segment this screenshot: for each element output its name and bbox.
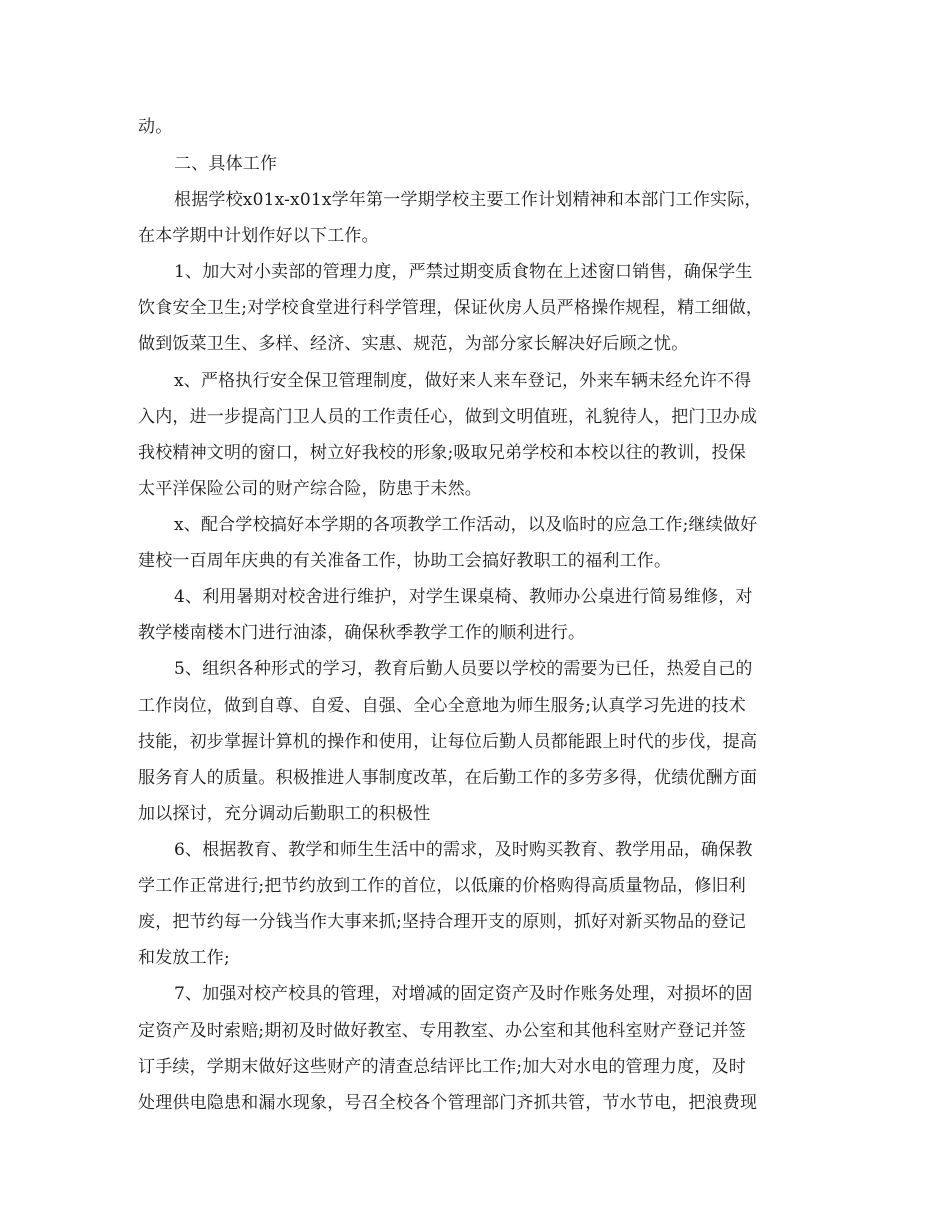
text-line: 饮食安全卫生;对学校食堂进行科学管理，保证伙房人员严格操作规程，精工细做， — [138, 298, 764, 318]
text-line: 处理供电隐患和漏水现象，号召全校各个管理部门齐抓共管，节水节电，把浪费现 — [138, 1093, 758, 1113]
text-line: 做到饭菜卫生、多样、经济、实惠、规范，为部分家长解决好后顾之忧。 — [138, 334, 689, 354]
text-line: 4、利用暑期对校舍进行维护，对学生课桌椅、教师办公桌进行简易维修，对 — [174, 587, 753, 607]
text-line: 订手续，学期末做好这些财产的清查总结评比工作;加大对水电的管理力度，及时 — [138, 1057, 746, 1077]
text-line: 在本学期中计划作好以下工作。 — [138, 226, 379, 246]
text-line: 太平洋保险公司的财产综合险，防患于未然。 — [138, 479, 482, 499]
text-line: 技能，初步掌握计算机的操作和使用，让每位后勤人员都能跟上时代的步伐，提高 — [138, 732, 758, 752]
text-line: x、严格执行安全保卫管理制度，做好来人来车登记，外来车辆未经允许不得 — [174, 371, 752, 391]
text-line: 和发放工作; — [138, 948, 230, 968]
text-line: 6、根据教育、教学和师生生活中的需求，及时购买教育、教学用品，确保教 — [174, 840, 753, 860]
text-line: 服务育人的质量。积极推进人事制度改革，在后勤工作的多劳多得，优绩优酬方面 — [138, 768, 758, 788]
text-line: 建校一百周年庆典的有关准备工作，协助工会搞好教职工的福利工作。 — [138, 551, 672, 571]
text-line: 入内，进一步提高门卫人员的工作责任心，做到文明值班，礼貌待人，把门卫办成 — [138, 407, 758, 427]
text-line: 7、加强对校产校具的管理，对增减的固定资产及时作账务处理，对损坏的固 — [174, 984, 753, 1004]
text-line: x、配合学校搞好本学期的各项教学工作活动，以及临时的应急工作;继续做好 — [174, 515, 758, 535]
text-line: 动。 — [138, 117, 173, 137]
text-line: 1、加大对小卖部的管理力度，严禁过期变质食物在上述窗口销售，确保学生 — [174, 262, 753, 282]
text-line: 废，把节约每一分钱当作大事来抓;坚持合理开支的原则，抓好对新买物品的登记 — [138, 912, 746, 932]
text-line: 学工作正常进行;把节约放到工作的首位，以低廉的价格购得高质量物品，修旧利 — [138, 876, 746, 896]
text-line: 定资产及时索赔;期初及时做好教室、专用教室、办公室和其他科室财产登记并签 — [138, 1021, 746, 1041]
section-heading: 二、具体工作 — [174, 154, 278, 174]
text-line: 5、组织各种形式的学习，教育后勤人员要以学校的需要为已任，热爱自己的 — [174, 659, 753, 679]
text-line: 我校精神文明的窗口，树立好我校的形象;吸取兄弟学校和本校以往的教训，投保 — [138, 443, 746, 463]
text-line: 教学楼南楼木门进行油漆，确保秋季教学工作的顺利进行。 — [138, 623, 586, 643]
text-line: 工作岗位，做到自尊、自爱、自强、全心全意地为师生服务;认真学习先进的技术 — [138, 696, 746, 716]
text-line: 加以探讨，充分调动后勤职工的积极性 — [138, 804, 431, 824]
text-line: 根据学校x01x-x01x学年第一学期学校主要工作计划精神和本部门工作实际， — [174, 190, 762, 210]
